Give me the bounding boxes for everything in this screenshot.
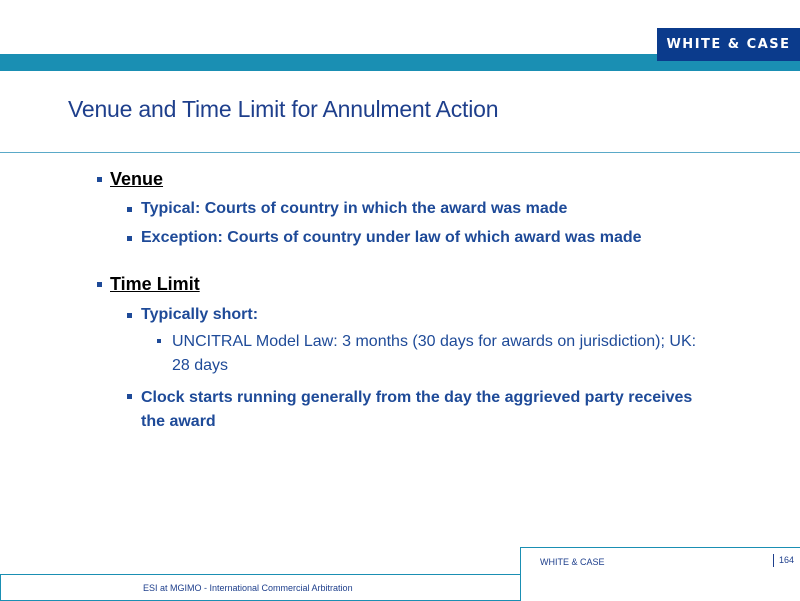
section-heading-time-limit (110, 274, 200, 295)
bullet-icon (97, 282, 102, 287)
section-heading-text: Venue (110, 169, 164, 189)
list-item-text: Exception: Courts of country under law of which award was made (141, 229, 642, 246)
footer-caption: ESI at MGIMO - International Commercial Arbitration (143, 583, 353, 593)
sub-list-item-line2: 28 days (172, 357, 229, 374)
list-item-text: Typical: Courts of country in which the award was made (141, 200, 568, 217)
bullet-icon (127, 207, 132, 212)
list-item-line2: the award (141, 413, 216, 430)
list-item (141, 200, 567, 218)
sub-list-item (172, 330, 732, 378)
list-item (141, 386, 731, 434)
logo-text: WHITE & CASE (666, 37, 791, 52)
section-heading-text: Time Limit (110, 274, 200, 294)
page-number: 164 (779, 555, 795, 565)
list-item (141, 306, 258, 324)
list-item-line1: Clock starts running generally from the day the aggrieved party receives (141, 389, 693, 406)
slide-title: Venue and Time Limit for Annulment Action (68, 96, 499, 122)
sub-list-item-line1: UNCITRAL Model Law: 3 months (30 days for awards on jurisdiction); UK: (172, 333, 697, 350)
list-item (141, 229, 642, 247)
footer-brand: WHITE & CASE (540, 557, 605, 567)
bullet-icon (127, 236, 132, 241)
bullet-icon (157, 339, 161, 343)
bullet-icon (97, 177, 102, 182)
list-item-text: Typically short: (141, 306, 259, 323)
section-heading-venue (110, 169, 163, 190)
bullet-icon (127, 313, 132, 318)
footer-divider (773, 554, 774, 567)
bullet-icon (127, 394, 132, 399)
